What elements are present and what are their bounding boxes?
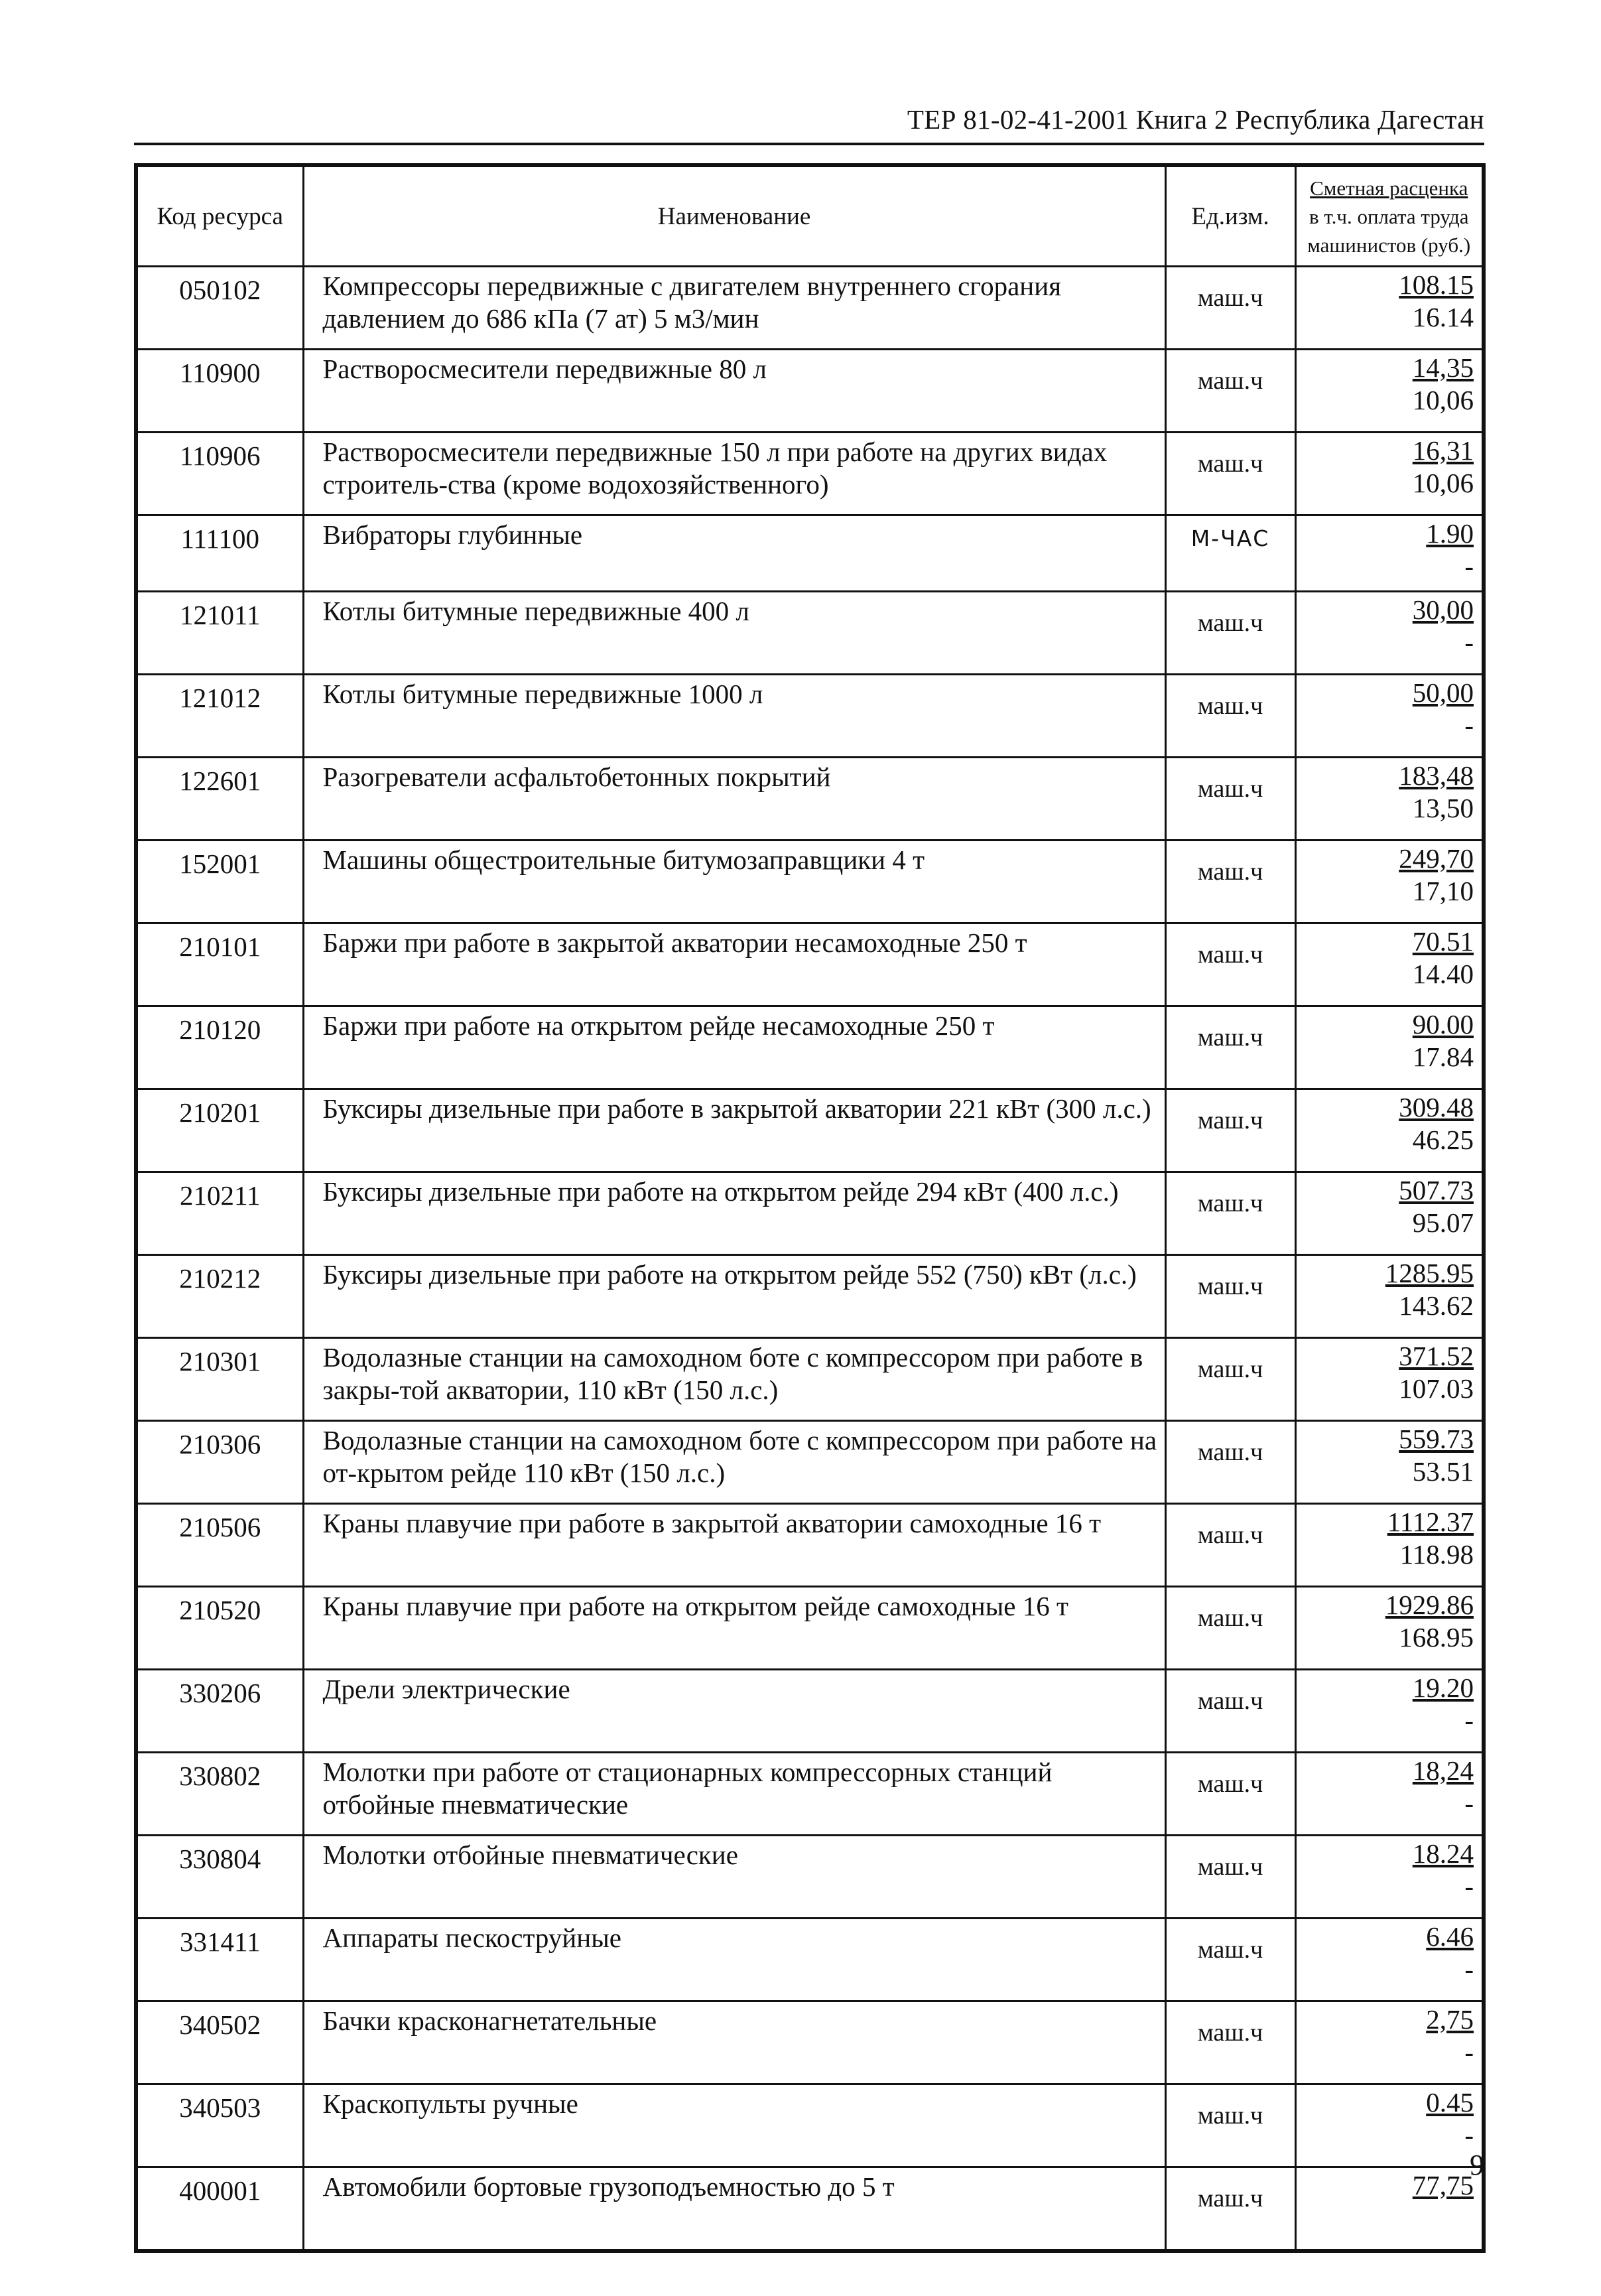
price-cell [1295,923,1484,1006]
unit-of-measure: маш.ч [1165,841,1295,923]
resource-code: 121011 [136,592,303,675]
estimated-rate: 559.73 [1399,1424,1474,1454]
resource-code: 152001 [136,841,303,923]
resource-code: 340502 [136,2001,303,2084]
resource-name: Вибраторы глубинные [303,515,1165,592]
operator-labor-cost: - [1464,627,1474,657]
estimated-rate: 18,24 [1412,1755,1474,1786]
table-row [136,1421,1484,1504]
table-row [136,675,1484,758]
unit-of-measure: маш.ч [1165,1006,1295,1089]
estimated-rate: 1112.37 [1387,1507,1474,1537]
table-row [136,267,1484,350]
resource-name: Буксиры дизельные при работе на открытом рейде 294 кВт (400 л.с.) [303,1172,1165,1255]
table-row [136,758,1484,841]
operator-labor-cost: - [1464,551,1474,581]
operator-labor-cost: 17,10 [1412,876,1474,906]
table-row [136,1670,1484,1753]
resource-name: Буксиры дизельные при работе в закрытой акватории 221 кВт (300 л.с.) [303,1089,1165,1172]
operator-labor-cost: - [1464,1705,1474,1735]
resource-name: Растворосмесители передвижные 80 л [303,350,1165,433]
resource-code: 122601 [136,758,303,841]
unit-of-measure: маш.ч [1165,592,1295,675]
table-body [136,267,1484,2252]
table-row [136,1919,1484,2001]
resource-code: 330804 [136,1836,303,1919]
estimated-rate: 1.90 [1426,518,1474,549]
resource-code: 110900 [136,350,303,433]
resource-name: Компрессоры передвижные с двигателем внутреннего сгорания давлением до 686 кПа (7 ат) 5 м3/мин [303,267,1165,350]
resource-code: 121012 [136,675,303,758]
price-cell [1295,758,1484,841]
resource-name: Водолазные станции на самоходном боте с компрессором при работе в закры-той акватории, 110 кВт (150 л.с.) [303,1338,1165,1421]
resource-name: Аппараты пескоструйные [303,1919,1165,2001]
estimated-rate: 6.46 [1426,1921,1474,1952]
operator-labor-cost: 16.14 [1412,302,1474,332]
operator-labor-cost: 143.62 [1399,1290,1474,1321]
resource-code: 330206 [136,1670,303,1753]
unit-of-measure: маш.ч [1165,267,1295,350]
resource-name: Буксиры дизельные при работе на открытом рейде 552 (750) кВт (л.с.) [303,1255,1165,1338]
resource-name: Растворосмесители передвижные 150 л при работе на других видах строитель-ства (кроме водохозяйственного) [303,433,1165,515]
price-cell [1295,1338,1484,1421]
operator-labor-cost: 10,06 [1412,385,1474,415]
unit-of-measure: маш.ч [1165,350,1295,433]
operator-labor-cost: 13,50 [1412,793,1474,823]
table-row [136,1089,1484,1172]
table-row [136,1255,1484,1338]
table-row [136,2001,1484,2084]
resource-code: 210520 [136,1587,303,1670]
unit-of-measure: М-ЧАС [1165,515,1295,592]
column-header-name: Наименование [303,165,1165,267]
resource-code: 050102 [136,267,303,350]
table-row [136,2084,1484,2167]
unit-of-measure: маш.ч [1165,2084,1295,2167]
resource-code: 331411 [136,1919,303,2001]
operator-labor-cost: 95.07 [1412,1207,1474,1238]
unit-of-measure: маш.ч [1165,1338,1295,1421]
estimated-rate: 30,00 [1412,594,1474,625]
operator-labor-cost: 46.25 [1412,1124,1474,1155]
price-cell [1295,2001,1484,2084]
price-cell [1295,1919,1484,2001]
resource-code: 330802 [136,1753,303,1836]
unit-of-measure: маш.ч [1165,2001,1295,2084]
table-row [136,515,1484,592]
unit-of-measure: маш.ч [1165,1172,1295,1255]
operator-labor-cost: 14.40 [1412,959,1474,989]
price-cell [1295,433,1484,515]
unit-of-measure: маш.ч [1165,1670,1295,1753]
operator-labor-cost: - [1464,2120,1474,2150]
column-header-price-line2: в т.ч. оплата труда [1309,204,1469,228]
table-row [136,1753,1484,1836]
unit-of-measure: маш.ч [1165,2167,1295,2252]
resource-code: 111100 [136,515,303,592]
column-header-price-line1: Сметная расценка [1310,176,1468,200]
table-row [136,2167,1484,2252]
operator-labor-cost: 118.98 [1399,1539,1474,1570]
table-row [136,1587,1484,1670]
estimated-rate: 309.48 [1399,1092,1474,1122]
estimated-rate: 19.20 [1412,1672,1474,1703]
estimated-rate: 371.52 [1399,1341,1474,1371]
resource-name: Разогреватели асфальтобетонных покрытий [303,758,1165,841]
table-row [136,592,1484,675]
price-cell [1295,1504,1484,1587]
operator-labor-cost: 10,06 [1412,468,1474,498]
estimated-rate: 183,48 [1399,760,1474,791]
page-number: 9 [1470,2149,1484,2181]
unit-of-measure: маш.ч [1165,1255,1295,1338]
table-row [136,1504,1484,1587]
unit-of-measure: маш.ч [1165,1504,1295,1587]
table-row [136,1338,1484,1421]
resource-code: 400001 [136,2167,303,2252]
price-cell [1295,267,1484,350]
estimated-rate: 0.45 [1426,2087,1474,2118]
resource-code: 210211 [136,1172,303,1255]
table-row [136,1836,1484,1919]
estimated-rate: 90.00 [1412,1009,1474,1040]
operator-labor-cost: - [1464,1788,1474,1818]
unit-of-measure: маш.ч [1165,1421,1295,1504]
estimated-rate: 1929.86 [1385,1589,1474,1620]
resource-name: Краны плавучие при работе в закрытой акватории самоходные 16 т [303,1504,1165,1587]
price-cell [1295,1255,1484,1338]
table-row [136,1172,1484,1255]
rates-table [134,163,1486,2253]
resource-name: Автомобили бортовые грузоподъемностью до 5 т [303,2167,1165,2252]
column-header-price [1295,165,1484,267]
price-cell [1295,2167,1484,2252]
price-cell [1295,1753,1484,1836]
resource-name: Бачки красконагнетательные [303,2001,1165,2084]
estimated-rate: 2,75 [1426,2004,1474,2035]
resource-name: Водолазные станции на самоходном боте с компрессором при работе на от-крытом рейде 110 кВт (150 л.с.) [303,1421,1165,1504]
resource-name: Баржи при работе на открытом рейде несамоходные 250 т [303,1006,1165,1089]
estimated-rate: 14,35 [1412,352,1474,383]
operator-labor-cost: 17.84 [1412,1042,1474,1072]
price-cell [1295,675,1484,758]
resource-code: 340503 [136,2084,303,2167]
operator-labor-cost: 107.03 [1399,1373,1474,1404]
operator-labor-cost: - [1464,2037,1474,2067]
price-cell [1295,592,1484,675]
resource-name: Дрели электрические [303,1670,1165,1753]
resource-name: Котлы битумные передвижные 400 л [303,592,1165,675]
price-cell [1295,1836,1484,1919]
resource-name: Котлы битумные передвижные 1000 л [303,675,1165,758]
resource-code: 210506 [136,1504,303,1587]
price-cell [1295,1421,1484,1504]
price-cell [1295,1587,1484,1670]
estimated-rate: 249,70 [1399,843,1474,874]
price-cell [1295,841,1484,923]
operator-labor-cost: - [1464,1871,1474,1901]
price-cell [1295,1670,1484,1753]
resource-code: 210212 [136,1255,303,1338]
price-cell [1295,1172,1484,1255]
unit-of-measure: маш.ч [1165,1919,1295,2001]
document-header-title: ТЕР 81-02-41-2001 Книга 2 Республика Дагестан [907,104,1484,135]
estimated-rate: 18.24 [1412,1838,1474,1869]
table-row [136,433,1484,515]
resource-code: 210101 [136,923,303,1006]
unit-of-measure: маш.ч [1165,758,1295,841]
operator-labor-cost: - [1464,710,1474,740]
column-header-price-line3: машинистов (руб.) [1307,233,1471,257]
price-cell [1295,350,1484,433]
column-header-unit: Ед.изм. [1165,165,1295,267]
price-cell [1295,2084,1484,2167]
unit-of-measure: маш.ч [1165,1587,1295,1670]
table-row [136,923,1484,1006]
price-cell [1295,515,1484,592]
unit-of-measure: маш.ч [1165,675,1295,758]
unit-of-measure: маш.ч [1165,433,1295,515]
table-row [136,350,1484,433]
unit-of-measure: маш.ч [1165,923,1295,1006]
operator-labor-cost: - [1464,1954,1474,1984]
header-rule [134,143,1484,145]
estimated-rate: 16,31 [1412,435,1474,466]
unit-of-measure: маш.ч [1165,1089,1295,1172]
resource-code: 210201 [136,1089,303,1172]
resource-name: Машины общестроительные битумозаправщики 4 т [303,841,1165,923]
estimated-rate: 70.51 [1412,926,1474,957]
estimated-rate: 50,00 [1412,677,1474,708]
resource-name: Краны плавучие при работе на открытом рейде самоходные 16 т [303,1587,1165,1670]
unit-of-measure: маш.ч [1165,1836,1295,1919]
resource-code: 210301 [136,1338,303,1421]
resource-code: 110906 [136,433,303,515]
resource-code: 210306 [136,1421,303,1504]
table-row [136,1006,1484,1089]
column-header-code: Код ресурса [136,165,303,267]
resource-name: Молотки при работе от стационарных компрессорных станций отбойные пневматические [303,1753,1165,1836]
resource-name: Краскопульты ручные [303,2084,1165,2167]
estimated-rate: 77,75 [1412,2170,1474,2200]
operator-labor-cost: 168.95 [1399,1622,1474,1653]
table-header-row [136,165,1484,267]
operator-labor-cost: 53.51 [1412,1456,1474,1487]
price-cell [1295,1006,1484,1089]
price-cell [1295,1089,1484,1172]
estimated-rate: 1285.95 [1385,1258,1474,1288]
unit-of-measure: маш.ч [1165,1753,1295,1836]
resource-code: 210120 [136,1006,303,1089]
resource-name: Баржи при работе в закрытой акватории несамоходные 250 т [303,923,1165,1006]
estimated-rate: 507.73 [1399,1175,1474,1205]
table-row [136,841,1484,923]
estimated-rate: 108.15 [1399,269,1474,300]
resource-name: Молотки отбойные пневматические [303,1836,1165,1919]
